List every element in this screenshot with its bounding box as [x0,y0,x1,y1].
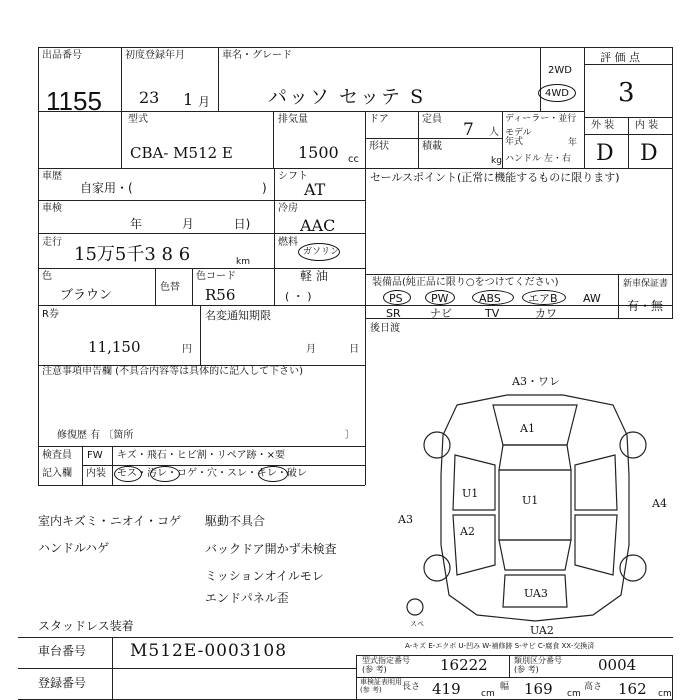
fuel-label: 燃料 [278,237,298,248]
note-6: エンドパネル歪 [205,591,289,605]
color-value: ブラウン [60,288,113,303]
fuel-paren: ( ・ ) [285,290,312,303]
equip-tv: TV [485,307,500,320]
equip-leather: カワ [535,307,557,320]
equip-pw: PW [431,292,449,305]
displacement-label: 排気量 [278,114,308,125]
model-year-label: モデル 年式 [505,128,532,147]
length-label: 長さ [402,682,421,692]
note-3: 駆動不具合 [205,514,266,528]
mark-left-a3: A3 [398,513,413,526]
class-value: 0004 [598,656,637,674]
dim-label: 車検証表明用 (参 考) [360,678,402,694]
inspector-label-1: 検査員 [42,450,72,461]
height-value: 162 [618,680,647,698]
katashiki-value: CBA- M512 E [130,144,233,162]
width-value: 169 [524,680,553,698]
registration-label: 登録番号 [38,676,87,690]
note-1: 室内キズミ・ニオイ・コゲ [38,514,182,528]
mileage-unit: km [236,257,250,267]
mark-sub: スペ [410,620,424,628]
color-code-value: R56 [205,286,236,304]
equip-abs: ABS [479,292,501,305]
aftermarket-label: 後日渡 [370,323,400,334]
int-value: D [640,141,658,166]
note-4: バックドア開かず未検査 [205,542,337,556]
inspection-label: 車検 [42,203,62,214]
inspector-interior-items: モス・汚レ・コゲ・穴・スレ・キレ・破レ [117,468,307,479]
length-value: 419 [432,680,461,698]
model-label: 車名・グレード [222,50,292,61]
equip-airbag: エアB [528,292,558,305]
width-label: 幅 [500,682,510,692]
lot-label: 出品番号 [42,50,82,61]
ext-value: D [596,141,614,166]
drive-4wd: 4WD [545,88,569,99]
deadline-value: 月 日 [306,344,360,355]
equip-ps: PS [389,292,403,305]
notes-label: 注意事項申告欄 (不具合内容等は具体的に記入して下さい) [42,366,303,377]
history-close: ) [262,181,267,195]
lot-number: 1155 [46,86,102,116]
type-spec-value: 16222 [440,656,488,674]
ext-label: 外 装 [591,120,615,131]
color-code-label: 色コード [196,271,236,282]
handle-label: ハンドル 左・右 [505,154,571,164]
int-label: 内 装 [635,120,659,131]
model-year-unit: 年 [568,138,578,148]
inspector-label-2: 記入欄 [42,468,72,479]
capacity-value: 7 [463,120,474,140]
katashiki-label: 型式 [128,114,148,125]
shape-label: 形状 [369,141,389,152]
fuel-value: ガソリン [303,247,340,257]
first-reg-month: 1 [183,90,194,109]
note-5: ミッションオイルモレ [205,569,324,583]
mileage-value: 15万5千3 8 6 [74,244,191,265]
color-label: 色 [42,271,52,282]
chassis-value: M512E-0003108 [130,641,288,661]
score-value: 3 [618,78,635,108]
equip-sr: SR [386,307,401,320]
width-unit: cm [567,689,581,699]
interior-circle-moss [114,466,142,482]
equip-navi: ナビ [430,307,452,320]
recycle-value: 11,150 [88,338,141,356]
repair-label: 修復歴 有 〔箇所 [57,430,134,441]
mark-rear-ua3: UA3 [524,587,548,600]
height-label: 高さ [584,682,603,692]
equipment-label: 装備品(純正品に限り○をつけてください) [372,277,559,288]
mark-center-u1: U1 [522,494,539,507]
model-value: パッソ セッテ S [268,86,426,108]
displacement-value: 1500 [298,143,339,162]
repair-close: 〕 [345,430,355,441]
fuel-alt: 軽 油 [300,269,328,283]
warranty-value: 有・無 [627,299,664,313]
capacity-label: 定員 [422,114,442,125]
interior-circle-wear [258,466,288,482]
recycle-unit: 円 [182,344,192,355]
chassis-label: 車台番号 [38,644,87,658]
drive-2wd: 2WD [548,65,572,76]
aircon-value: AAC [300,216,336,235]
mark-right-a4: A4 [652,497,667,510]
inspector-fw: FW [87,450,103,461]
history-label: 車歴 [42,171,62,182]
first-reg-label: 初度登録年月 [125,50,185,61]
mark-left-u1: U1 [462,487,479,500]
load-label: 積載 [422,141,442,152]
mark-top: A3・ワレ [512,375,560,388]
recycle-label: R券 [42,309,59,320]
inspector-fw-items: キズ・飛石・ヒビ割・リペア跡・×要 [117,450,285,461]
inspector-interior: 内装 [86,468,106,479]
inspection-value: 年 月 日) [130,217,251,231]
score-label: 評 価 点 [600,51,640,64]
shift-label: シフト [278,171,308,182]
equip-aw: AW [583,292,601,305]
aircon-label: 冷房 [278,203,298,214]
type-spec-label: 型式指定番号 (参 考) [362,656,410,674]
class-label: 類別区分番号 (参 考) [514,656,562,674]
color-change-label: 色替 [160,282,180,293]
dealer-label: ディーラー・並行 [505,114,577,124]
new-warranty-label: 新車保証書 [623,279,669,289]
shift-value: AT [304,180,326,199]
capacity-unit: 人 [489,127,499,138]
mileage-label: 走行 [42,237,62,248]
sales-point-label: セールスポイント(正常に機能するものに限ります) [370,171,620,184]
deadline-label: 名変通知期限 [205,309,271,322]
first-reg-year: 23 [139,88,160,107]
length-unit: cm [481,689,495,699]
mark-a1: A1 [520,422,535,435]
note-2: ハンドルハゲ [38,541,110,555]
damage-legend: A-キズ E-エクボ U-凹み W-補修跡 S-サビ C-腐食 XX-交換済 [405,642,595,650]
note-7: スタッドレス装着 [38,619,134,633]
load-unit: kg [491,156,502,166]
first-reg-month-unit: 月 [198,95,211,109]
displacement-unit: cc [348,154,359,165]
history-value: 自家用・( [80,181,133,195]
mark-left-a2: A2 [460,525,475,538]
mark-bottom-ua2: UA2 [530,624,554,637]
interior-circle-dirt [150,466,180,482]
door-label: ドア [369,114,389,125]
height-unit: cm [658,689,672,699]
